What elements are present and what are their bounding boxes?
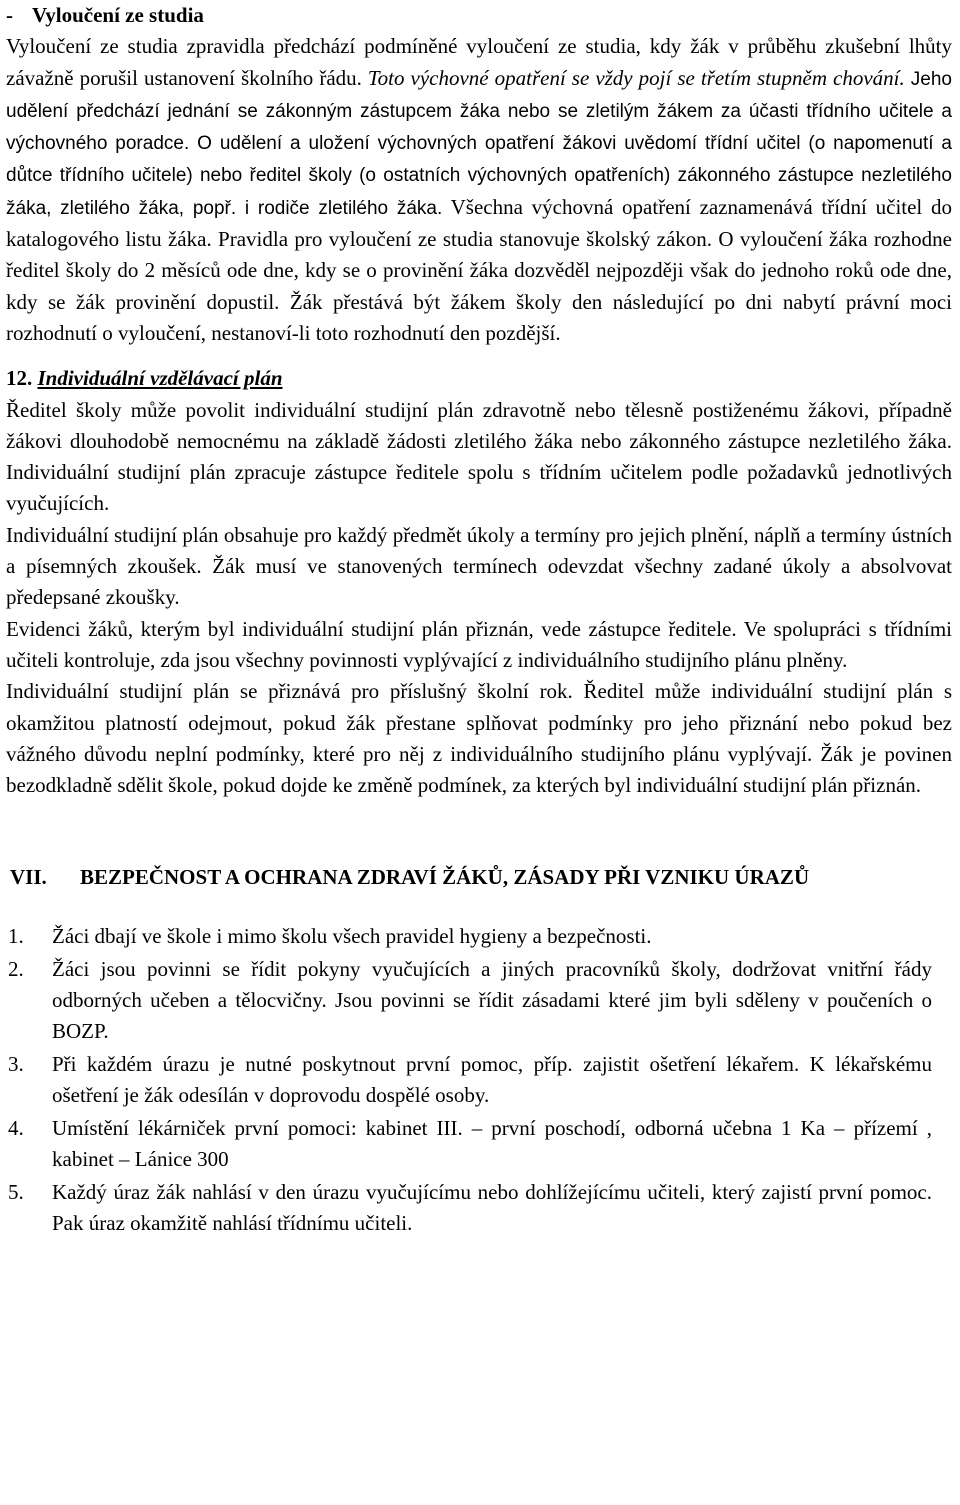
- section-12-heading: [6, 363, 952, 394]
- list-item: [6, 954, 952, 1047]
- list-item-text: Žáci jsou povinni se řídit pokyny vyučujících a jiných pracovníků školy, dodržovat vnitřní řády odborných učeben a tělocvičny. Jsou povinni se řídit zásadami které jim byli sděleny v poučeních o BOZP.: [52, 957, 932, 1044]
- list-item-text: Žáci dbají ve škole i mimo školu všech pravidel hygieny a bezpečnosti.: [52, 924, 652, 949]
- chapter-7-heading: [6, 861, 952, 893]
- section-12-title: Individuální vzdělávací plán: [37, 366, 283, 391]
- section-12-paragraph: Ředitel školy může povolit individuální studijní plán zdravotně nebo tělesně postiženému žákovi, případně žákovi dlouhodobě nemocnému na základě žádosti zletilého žáka nebo zákonného zástupce nezletilého žáka. Individuální studijní plán zpracuje zástupce ředitele spolu s třídním učitelem podle požadavků jednotlivých vyučujících.: [6, 397, 952, 516]
- exclusion-paragraph: [6, 31, 952, 349]
- list-item: [6, 1049, 952, 1111]
- section-12-paragraph: Individuální studijní plán se přiznává pro příslušný školní rok. Ředitel může individuální studijní plán s okamžitou platností odejmout, pokud žák přestane splňovat podmínky pro jeho přiznání nebo pokud bez vážného důvodu neplní podmínky, které pro něj z individuálního studijního plánu vyplývají. Žák je povinen bezodkladně sdělit škole, pokud dojde ke změně podmínek, za kterých byl individuální studijní plán přiznán.: [6, 679, 952, 798]
- exclusion-heading: [6, 0, 952, 31]
- list-item-number: 1.: [8, 924, 24, 949]
- exclusion-text-2: Jeho udělení předchází jednání se zákonným zástupcem žáka nebo se zletilým žákem za účasti třídního učitele a výchovného poradce.: [6, 68, 952, 155]
- chapter-7-title: BEZPEČNOST A OCHRANA ZDRAVÍ ŽÁKŮ, ZÁSADY PŘI VZNIKU ÚRAZŮ: [80, 865, 810, 890]
- exclusion-text-1: Vyloučení ze studia zpravidla předchází podmíněné vyloučení ze studia, kdy žák v průběhu zkušební lhůty závažně porušil ustanovení školního řádu.: [6, 34, 952, 90]
- heading-dash: -: [6, 3, 13, 27]
- exclusion-text-4: Všechna výchovná opatření zaznamenává třídní učitel do katalogového listu žáka. Pravidla pro vyloučení ze studia stanovuje školský zákon. O vyloučení žáka rozhodne ředitel školy do 2 měsíců ode dne, kdy se o provinění žáka dozvěděl nejpozději však do jednoho roků ode dne, kdy se žák provinění dopustil. Žák přestává být žákem školy den následující po dni nabytí právní moci rozhodnutí o vyloučení, nestanoví-li toto rozhodnutí den pozdější.: [6, 194, 953, 345]
- list-item-number: 2.: [8, 957, 24, 982]
- list-item-number: 4.: [8, 1116, 24, 1141]
- list-item: [6, 921, 952, 952]
- section-12-number: 12.: [6, 366, 33, 391]
- list-item-text: Při každém úrazu je nutné poskytnout první pomoc, příp. zajistit ošetření lékařem. K lékařskému ošetření je žák odesílán v doprovodu dospělé osoby.: [52, 1052, 932, 1108]
- list-item-number: 5.: [8, 1180, 24, 1205]
- list-item: [6, 1113, 952, 1175]
- safety-rules-list: [6, 921, 952, 1239]
- exclusion-text-italic: Toto výchovné opatření se vždy pojí se třetím stupněm chování.: [367, 65, 905, 90]
- exclusion-heading-text: Vyloučení ze studia: [32, 3, 204, 27]
- list-item-number: 3.: [8, 1052, 24, 1077]
- list-item: [6, 1177, 952, 1239]
- list-item-text: Umístění lékárniček první pomoci: kabinet III. – první poschodí, odborná učebna 1 Ka – přízemí , kabinet – Lánice 300: [52, 1116, 932, 1172]
- exclusion-text-3: O udělení a uložení výchovných opatření žákovi uvědomí třídní učitel (o napomenutí a důtce třídního učitele) nebo ředitel školy (o ostatních výchovných opatřeních) zákonného zástupce nezletilého žáka, zletilého žáka, popř. i rodiče zletilého žáka.: [6, 133, 952, 219]
- chapter-7-number: VII.: [10, 865, 47, 890]
- section-12-paragraph: Individuální studijní plán obsahuje pro každý předmět úkoly a termíny pro jejich plnění, náplň a termíny ústních a písemných zkoušek. Žák musí ve stanovených termínech odevzdat všechny zadané úkoly a absolvovat předepsané zkoušky.: [6, 522, 952, 610]
- list-item-text: Každý úraz žák nahlásí v den úrazu vyučujícímu nebo dohlížejícímu učiteli, který zajistí první pomoc. Pak úraz okamžitě nahlásí třídnímu učiteli.: [52, 1180, 932, 1236]
- section-12-paragraph: Evidenci žáků, kterým byl individuální studijní plán přiznán, vede zástupce ředitele. Ve spolupráci s třídními učiteli kontroluje, zda jsou všechny povinnosti vyplývající z individuálního studijního plánu plněny.: [6, 616, 952, 672]
